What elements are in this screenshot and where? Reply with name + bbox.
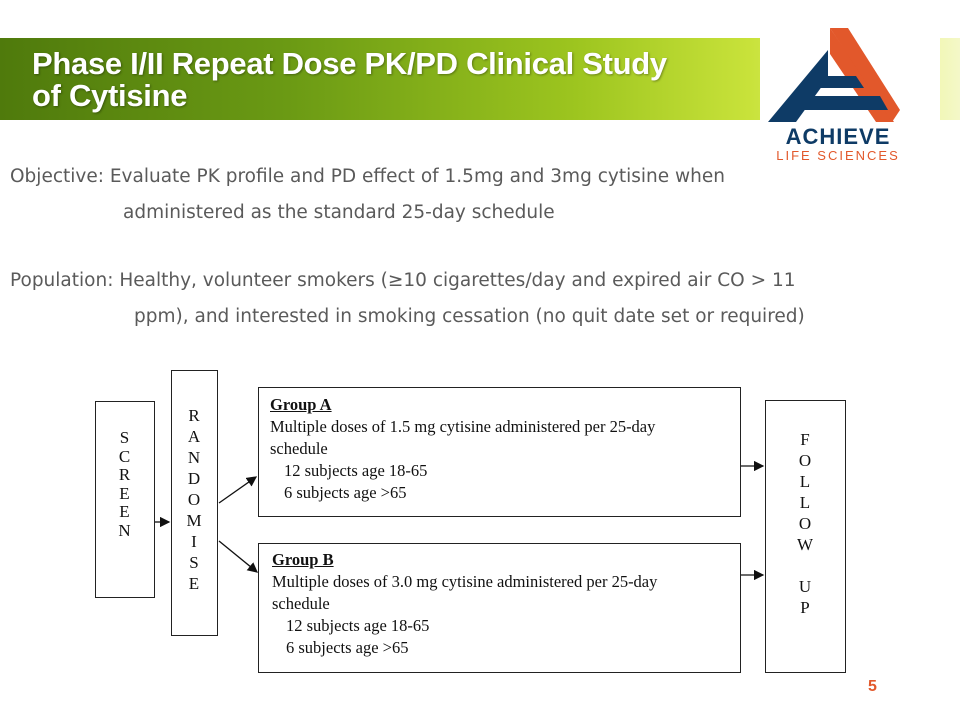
follow-up-letter: U	[798, 577, 812, 596]
screen-letter: E	[119, 483, 130, 503]
screen-letter: E	[119, 502, 130, 521]
title-line-2: of Cytisine	[32, 78, 188, 113]
screen-letter: C	[118, 446, 131, 466]
randomise-letter: E	[188, 574, 200, 593]
randomise-letter: S	[189, 553, 199, 572]
randomise-letter: I	[191, 532, 197, 551]
group-b-title: Group B	[272, 550, 334, 569]
screen-letter: N	[118, 520, 131, 540]
randomise-to-group-b-arrow	[219, 541, 257, 572]
group-a-sub-2: 6 subjects age >65	[284, 483, 407, 502]
screen-letter: R	[118, 465, 131, 484]
randomise-letter: D	[187, 469, 201, 488]
group-a-line-1: Multiple doses of 1.5 mg cytisine administered per 25-day	[270, 417, 656, 436]
follow-up-letter: L	[799, 493, 811, 512]
objective-line-2: administered as the standard 25-day schedule	[123, 202, 555, 223]
group-b-sub-1: 12 subjects age 18-65	[286, 616, 430, 635]
group-b-sub-2: 6 subjects age >65	[286, 638, 409, 657]
follow-up-letter: P	[800, 598, 810, 617]
group-a-line-2: schedule	[270, 439, 328, 458]
group-b-line-2: schedule	[272, 594, 330, 613]
group-b-line-1: Multiple doses of 3.0 mg cytisine administered per 25-day	[272, 572, 658, 591]
screen-letter: S	[119, 428, 130, 447]
logo-tagline: LIFE SCIENCES	[776, 148, 900, 163]
randomise-letter: R	[188, 406, 200, 425]
randomise-letter: M	[186, 511, 202, 530]
follow-up-letter: W	[796, 535, 814, 554]
page-number: 5	[868, 678, 877, 695]
follow-up-letter: L	[799, 472, 811, 491]
objective-label: Objective:	[10, 166, 104, 187]
logo-wordmark: ACHIEVE	[785, 124, 891, 149]
population-line-1: Healthy, volunteer smokers (≥10 cigarettes/day and expired air CO > 11	[119, 270, 796, 291]
follow-up-letter: O	[798, 451, 812, 470]
randomise-letter: A	[187, 427, 201, 446]
group-a-sub-1: 12 subjects age 18-65	[284, 461, 428, 480]
title-line-1: Phase I/II Repeat Dose PK/PD Clinical Study	[32, 46, 667, 81]
randomise-to-group-a-arrow	[219, 477, 256, 503]
follow-up-letter: O	[798, 514, 812, 533]
group-a-title: Group A	[270, 395, 332, 414]
population-line-2: ppm), and interested in smoking cessation (no quit date set or required)	[134, 306, 805, 327]
objective-line-1: Evaluate PK profile and PD effect of 1.5mg and 3mg cytisine when	[109, 166, 725, 187]
randomise-letter: O	[187, 490, 201, 509]
randomise-letter: N	[187, 448, 201, 467]
follow-up-letter: F	[800, 430, 810, 449]
population-label: Population:	[10, 270, 114, 291]
